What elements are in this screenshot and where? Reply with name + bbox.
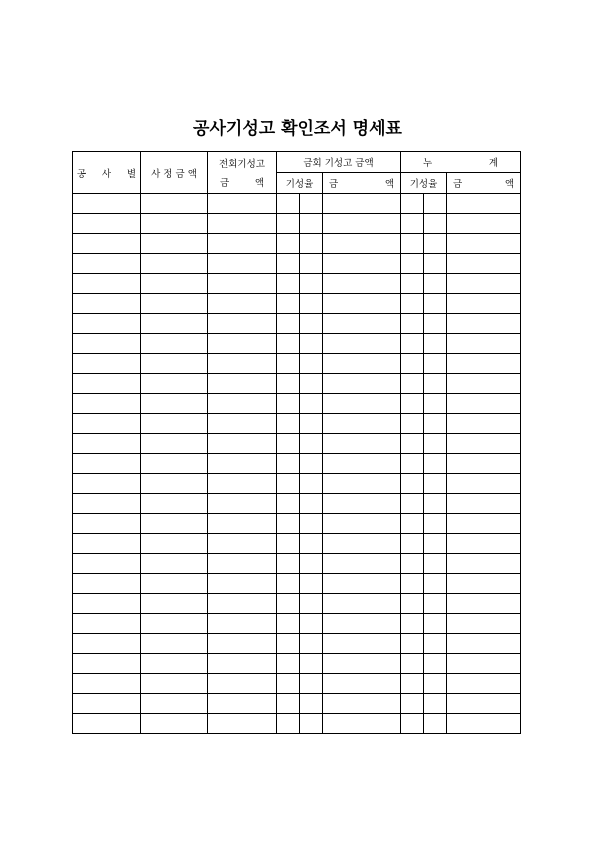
table-cell[interactable]: [73, 574, 141, 594]
table-body: [73, 194, 521, 734]
header-cumulative-amount: 금 액: [447, 173, 521, 194]
table-cell[interactable]: [447, 474, 521, 494]
table-cell[interactable]: [73, 534, 141, 554]
table-cell[interactable]: [401, 394, 424, 414]
table-cell[interactable]: [208, 354, 277, 374]
table-row: [73, 214, 521, 234]
table-cell[interactable]: [277, 554, 300, 574]
table-row: [73, 414, 521, 434]
table-cell[interactable]: [141, 194, 208, 214]
statement-table: [72, 151, 521, 734]
table-cell[interactable]: [300, 614, 323, 634]
table-cell[interactable]: [141, 474, 208, 494]
table-cell[interactable]: [208, 254, 277, 274]
table-cell[interactable]: [323, 594, 401, 614]
table-cell[interactable]: [447, 634, 521, 654]
table-cell[interactable]: [300, 454, 323, 474]
table-cell[interactable]: [424, 674, 447, 694]
table-cell[interactable]: [424, 494, 447, 514]
table-cell[interactable]: [277, 334, 300, 354]
table-cell[interactable]: [401, 234, 424, 254]
table-cell[interactable]: [300, 394, 323, 414]
table-row: [73, 634, 521, 654]
table-cell[interactable]: [447, 254, 521, 274]
table-cell[interactable]: [208, 234, 277, 254]
table-cell[interactable]: [208, 634, 277, 654]
table-cell[interactable]: [300, 474, 323, 494]
table-cell[interactable]: [73, 334, 141, 354]
table-cell[interactable]: [401, 274, 424, 294]
table-cell[interactable]: [73, 474, 141, 494]
table-row: [73, 514, 521, 534]
table-cell[interactable]: [300, 334, 323, 354]
header-previous-progress: 전회기성고 금 액: [208, 152, 277, 194]
table-cell[interactable]: [323, 654, 401, 674]
table-cell[interactable]: [323, 354, 401, 374]
table-cell[interactable]: [447, 434, 521, 454]
table-cell[interactable]: [401, 574, 424, 594]
table-cell[interactable]: [323, 254, 401, 274]
table-cell[interactable]: [447, 654, 521, 674]
table-cell[interactable]: [424, 374, 447, 394]
table-cell[interactable]: [277, 274, 300, 294]
table-cell[interactable]: [73, 274, 141, 294]
table-cell[interactable]: [401, 374, 424, 394]
table-cell[interactable]: [300, 594, 323, 614]
table-cell[interactable]: [323, 214, 401, 234]
table-cell[interactable]: [73, 594, 141, 614]
table-cell[interactable]: [323, 674, 401, 694]
header-work-item: 공 사 별: [73, 152, 141, 194]
table-cell[interactable]: [73, 394, 141, 414]
table-cell[interactable]: [208, 574, 277, 594]
table-cell[interactable]: [401, 514, 424, 534]
table-cell[interactable]: [447, 354, 521, 374]
table-cell[interactable]: [447, 294, 521, 314]
table-cell[interactable]: [300, 714, 323, 734]
table-cell[interactable]: [73, 234, 141, 254]
table-cell[interactable]: [323, 274, 401, 294]
table-cell[interactable]: [73, 694, 141, 714]
table-cell[interactable]: [323, 494, 401, 514]
table-cell[interactable]: [447, 334, 521, 354]
table-cell[interactable]: [300, 414, 323, 434]
table-cell[interactable]: [401, 614, 424, 634]
table-row: [73, 234, 521, 254]
table-cell[interactable]: [401, 654, 424, 674]
table-cell[interactable]: [323, 234, 401, 254]
table-cell[interactable]: [300, 514, 323, 534]
table-cell[interactable]: [277, 714, 300, 734]
table-cell[interactable]: [447, 414, 521, 434]
header-current-group: 금회 기성고 금액: [277, 152, 401, 173]
table-cell[interactable]: [424, 594, 447, 614]
table-cell[interactable]: [300, 494, 323, 514]
table-cell[interactable]: [447, 234, 521, 254]
table-cell[interactable]: [208, 294, 277, 314]
table-cell[interactable]: [424, 514, 447, 534]
table-cell[interactable]: [141, 414, 208, 434]
table-cell[interactable]: [277, 414, 300, 434]
table-cell[interactable]: [208, 434, 277, 454]
table-cell[interactable]: [401, 494, 424, 514]
table-cell[interactable]: [141, 514, 208, 534]
table-row: [73, 574, 521, 594]
table-cell[interactable]: [277, 214, 300, 234]
table-cell[interactable]: [277, 234, 300, 254]
header-current-rate: 기성율: [277, 173, 323, 194]
table-cell[interactable]: [208, 514, 277, 534]
table-cell[interactable]: [424, 574, 447, 594]
table-cell[interactable]: [141, 634, 208, 654]
table-cell[interactable]: [447, 594, 521, 614]
table-cell[interactable]: [300, 674, 323, 694]
table-cell[interactable]: [401, 414, 424, 434]
table-cell[interactable]: [447, 614, 521, 634]
table-row: [73, 474, 521, 494]
table-cell[interactable]: [208, 474, 277, 494]
table-cell[interactable]: [447, 314, 521, 334]
table-cell[interactable]: [323, 414, 401, 434]
table-row: [73, 374, 521, 394]
table-row: [73, 714, 521, 734]
table-cell[interactable]: [447, 514, 521, 534]
table-cell[interactable]: [424, 274, 447, 294]
table-cell[interactable]: [208, 374, 277, 394]
table-cell[interactable]: [73, 354, 141, 374]
table-cell[interactable]: [401, 694, 424, 714]
table-cell[interactable]: [401, 314, 424, 334]
table-row: [73, 554, 521, 574]
table-cell[interactable]: [277, 434, 300, 454]
table-cell[interactable]: [424, 634, 447, 654]
table-cell[interactable]: [208, 214, 277, 234]
table-cell[interactable]: [447, 374, 521, 394]
table-cell[interactable]: [424, 714, 447, 734]
table-cell[interactable]: [141, 214, 208, 234]
table-cell[interactable]: [447, 674, 521, 694]
table-cell[interactable]: [401, 454, 424, 474]
table-cell[interactable]: [141, 534, 208, 554]
table-cell[interactable]: [323, 194, 401, 214]
table-cell[interactable]: [401, 474, 424, 494]
table-cell[interactable]: [323, 534, 401, 554]
document-title: 공사기성고 확인조서 명세표: [193, 119, 402, 139]
table-cell[interactable]: [277, 534, 300, 554]
table-cell[interactable]: [141, 354, 208, 374]
table-cell[interactable]: [277, 594, 300, 614]
table-cell[interactable]: [447, 274, 521, 294]
table-cell[interactable]: [277, 674, 300, 694]
table-cell[interactable]: [73, 194, 141, 214]
table-cell[interactable]: [141, 334, 208, 354]
header-cumulative-rate: 기성율: [401, 173, 447, 194]
table-cell[interactable]: [141, 454, 208, 474]
table-cell[interactable]: [401, 354, 424, 374]
table-row: [73, 654, 521, 674]
table-cell[interactable]: [424, 334, 447, 354]
table-cell[interactable]: [424, 454, 447, 474]
table-cell[interactable]: [323, 294, 401, 314]
table-cell[interactable]: [447, 454, 521, 474]
table-cell[interactable]: [300, 374, 323, 394]
table-cell[interactable]: [300, 214, 323, 234]
table-cell[interactable]: [401, 434, 424, 454]
table-cell[interactable]: [73, 434, 141, 454]
table-cell[interactable]: [73, 294, 141, 314]
table-row: [73, 674, 521, 694]
table-cell[interactable]: [424, 614, 447, 634]
table-cell[interactable]: [277, 574, 300, 594]
table-cell[interactable]: [141, 714, 208, 734]
header-contract-amount: 사 정 금 액: [141, 152, 208, 194]
table-cell[interactable]: [447, 714, 521, 734]
table-cell[interactable]: [401, 534, 424, 554]
table-cell[interactable]: [447, 694, 521, 714]
table-cell[interactable]: [208, 274, 277, 294]
table-cell[interactable]: [323, 334, 401, 354]
table-cell[interactable]: [300, 554, 323, 574]
table-cell[interactable]: [208, 194, 277, 214]
table-cell[interactable]: [323, 614, 401, 634]
table-cell[interactable]: [141, 494, 208, 514]
table-cell[interactable]: [323, 394, 401, 414]
table-cell[interactable]: [141, 674, 208, 694]
table-cell[interactable]: [277, 654, 300, 674]
table-cell[interactable]: [73, 634, 141, 654]
table-cell[interactable]: [208, 654, 277, 674]
table-cell[interactable]: [141, 234, 208, 254]
table-cell[interactable]: [424, 314, 447, 334]
table-cell[interactable]: [208, 694, 277, 714]
table-cell[interactable]: [300, 534, 323, 554]
table-cell[interactable]: [300, 314, 323, 334]
table-row: [73, 194, 521, 214]
table-cell[interactable]: [323, 574, 401, 594]
table-cell[interactable]: [277, 194, 300, 214]
table-cell[interactable]: [424, 194, 447, 214]
table-cell[interactable]: [323, 554, 401, 574]
table-cell[interactable]: [208, 334, 277, 354]
table-cell[interactable]: [73, 514, 141, 534]
table-cell[interactable]: [323, 434, 401, 454]
table-cell[interactable]: [208, 674, 277, 694]
table-row: [73, 314, 521, 334]
table-cell[interactable]: [424, 214, 447, 234]
table-cell[interactable]: [208, 314, 277, 334]
table-cell[interactable]: [208, 554, 277, 574]
table-cell[interactable]: [323, 634, 401, 654]
table-cell[interactable]: [277, 394, 300, 414]
table-cell[interactable]: [277, 514, 300, 534]
table-cell[interactable]: [277, 634, 300, 654]
table-row: [73, 534, 521, 554]
table-cell[interactable]: [323, 694, 401, 714]
table-cell[interactable]: [277, 474, 300, 494]
table-cell[interactable]: [208, 614, 277, 634]
table-cell[interactable]: [300, 234, 323, 254]
table-cell[interactable]: [208, 494, 277, 514]
table-cell[interactable]: [447, 554, 521, 574]
table-cell[interactable]: [141, 254, 208, 274]
table-cell[interactable]: [208, 394, 277, 414]
table-row: [73, 494, 521, 514]
table-cell[interactable]: [277, 354, 300, 374]
table-cell[interactable]: [401, 294, 424, 314]
table-cell[interactable]: [141, 694, 208, 714]
table-cell[interactable]: [401, 634, 424, 654]
table-cell[interactable]: [141, 314, 208, 334]
table-cell[interactable]: [424, 434, 447, 454]
table-cell[interactable]: [424, 414, 447, 434]
table-cell[interactable]: [447, 574, 521, 594]
table-cell[interactable]: [277, 694, 300, 714]
table-cell[interactable]: [73, 214, 141, 234]
table-cell[interactable]: [141, 394, 208, 414]
table-cell[interactable]: [424, 474, 447, 494]
table-cell[interactable]: [300, 194, 323, 214]
table-cell[interactable]: [73, 654, 141, 674]
table-cell[interactable]: [277, 254, 300, 274]
table-cell[interactable]: [401, 674, 424, 694]
table-cell[interactable]: [300, 434, 323, 454]
table-cell[interactable]: [141, 614, 208, 634]
table-cell[interactable]: [141, 594, 208, 614]
table-cell[interactable]: [447, 194, 521, 214]
table-cell[interactable]: [277, 454, 300, 474]
table-cell[interactable]: [424, 294, 447, 314]
table-cell[interactable]: [208, 534, 277, 554]
table-cell[interactable]: [141, 294, 208, 314]
table-cell[interactable]: [208, 594, 277, 614]
table-cell[interactable]: [208, 414, 277, 434]
table-cell[interactable]: [424, 394, 447, 414]
table-cell[interactable]: [277, 614, 300, 634]
table-cell[interactable]: [141, 374, 208, 394]
table-row: [73, 334, 521, 354]
header-cumulative-group: 누 계: [401, 152, 521, 173]
table-cell[interactable]: [141, 274, 208, 294]
table-cell[interactable]: [300, 254, 323, 274]
table-cell[interactable]: [141, 434, 208, 454]
table-cell[interactable]: [401, 214, 424, 234]
table-row: [73, 294, 521, 314]
table-cell[interactable]: [401, 254, 424, 274]
table-cell[interactable]: [401, 334, 424, 354]
table-cell[interactable]: [424, 254, 447, 274]
table-cell[interactable]: [300, 634, 323, 654]
table-cell[interactable]: [208, 714, 277, 734]
table-row: [73, 614, 521, 634]
table-cell[interactable]: [323, 474, 401, 494]
table-cell[interactable]: [401, 594, 424, 614]
table-cell[interactable]: [447, 214, 521, 234]
table-cell[interactable]: [73, 314, 141, 334]
table-cell[interactable]: [141, 574, 208, 594]
table-cell[interactable]: [323, 314, 401, 334]
table-cell[interactable]: [73, 454, 141, 474]
table-row: [73, 254, 521, 274]
table-row: [73, 694, 521, 714]
table-cell[interactable]: [73, 714, 141, 734]
table-cell[interactable]: [424, 554, 447, 574]
table-row: [73, 274, 521, 294]
table-cell[interactable]: [323, 714, 401, 734]
table-cell[interactable]: [424, 234, 447, 254]
table-cell[interactable]: [300, 694, 323, 714]
table-cell[interactable]: [141, 654, 208, 674]
table-cell[interactable]: [277, 314, 300, 334]
table-cell[interactable]: [447, 394, 521, 414]
table-row: [73, 594, 521, 614]
table-cell[interactable]: [73, 254, 141, 274]
table-cell[interactable]: [73, 554, 141, 574]
table-cell[interactable]: [300, 654, 323, 674]
table-cell[interactable]: [208, 454, 277, 474]
table-cell[interactable]: [424, 694, 447, 714]
table-cell[interactable]: [323, 454, 401, 474]
table-cell[interactable]: [300, 574, 323, 594]
table-cell[interactable]: [447, 534, 521, 554]
table-row: [73, 434, 521, 454]
table-cell[interactable]: [277, 374, 300, 394]
table-cell[interactable]: [73, 414, 141, 434]
table-cell[interactable]: [401, 194, 424, 214]
table-cell[interactable]: [73, 614, 141, 634]
table-cell[interactable]: [323, 514, 401, 534]
table-cell[interactable]: [73, 674, 141, 694]
table-cell[interactable]: [424, 354, 447, 374]
table-cell[interactable]: [300, 294, 323, 314]
table-cell[interactable]: [300, 354, 323, 374]
table-cell[interactable]: [323, 374, 401, 394]
table-cell[interactable]: [447, 494, 521, 514]
table-cell[interactable]: [300, 274, 323, 294]
table-cell[interactable]: [424, 654, 447, 674]
table-row: [73, 354, 521, 374]
table-cell[interactable]: [277, 494, 300, 514]
table-cell[interactable]: [73, 374, 141, 394]
table-cell[interactable]: [424, 534, 447, 554]
table-row: [73, 394, 521, 414]
table-cell[interactable]: [73, 494, 141, 514]
table-row: [73, 454, 521, 474]
table-cell[interactable]: [401, 714, 424, 734]
table-cell[interactable]: [277, 294, 300, 314]
table-cell[interactable]: [141, 554, 208, 574]
table-cell[interactable]: [401, 554, 424, 574]
header-current-amount: 금 액: [323, 173, 401, 194]
